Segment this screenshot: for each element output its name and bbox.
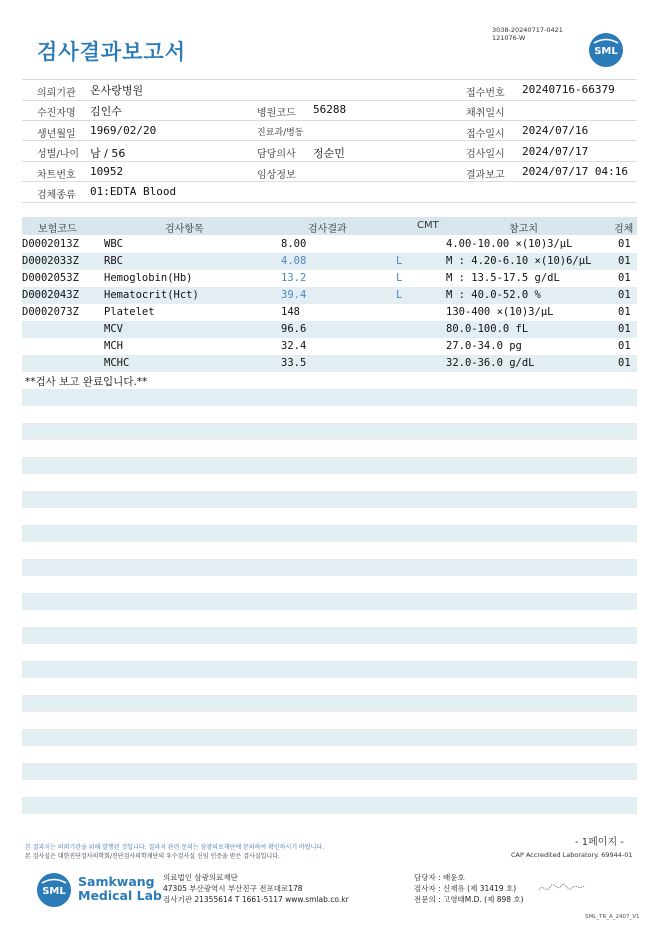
- header-code: 보험코드: [38, 224, 77, 235]
- brand-name: [78, 875, 162, 903]
- cell-result: 33.5: [281, 357, 307, 369]
- cell-specimen: 01: [618, 255, 631, 267]
- cell-result: 96.6: [281, 323, 307, 335]
- page-number: - 1페이지 -: [575, 837, 624, 848]
- empty-row: [22, 559, 637, 576]
- cell-item: Hematocrit(Hct): [104, 289, 199, 301]
- cell-code: D0002013Z: [22, 238, 79, 250]
- empty-row: [22, 729, 637, 746]
- receipt-no-label: 접수번호: [466, 88, 505, 99]
- sex-age-value: 남 / 56: [90, 147, 126, 160]
- info-divider: [22, 100, 637, 101]
- dob-value: 1969/02/20: [90, 124, 157, 137]
- institution-value: 온사랑병원: [90, 84, 144, 97]
- empty-row: [22, 491, 637, 508]
- tested-value: 2024/07/17: [522, 145, 589, 158]
- collected-label: 채취일시: [466, 108, 505, 119]
- dob-label: 생년월일: [37, 129, 76, 140]
- cell-specimen: 01: [618, 238, 631, 250]
- cell-code: D0002053Z: [22, 272, 79, 284]
- reported-value: 2024/07/17 04:16: [522, 165, 628, 178]
- empty-row: [22, 389, 637, 406]
- cell-item: MCHC: [104, 357, 130, 369]
- cell-result: 148: [281, 306, 300, 318]
- empty-row: [22, 423, 637, 440]
- cell-flag: L: [396, 272, 403, 284]
- org-name: 의료법인 삼광의료재단: [163, 873, 238, 882]
- cell-item: Hemoglobin(Hb): [104, 272, 193, 284]
- header-ref: 참고치: [509, 224, 538, 235]
- clinical-label: 임상정보: [257, 170, 296, 181]
- cell-reference: 32.0-36.0 g/dL: [446, 357, 535, 369]
- document-code-line: 121076-W: [492, 34, 526, 42]
- org-address: 47305 부산광역시 부산진구 전포대로178: [163, 884, 303, 893]
- notice-text: 본 결과지는 의뢰기관을 위해 발행된 것입니다. 결과지 관련 문의는 삼광의료재단에 문의하여 확인하시기 바랍니다.: [25, 844, 325, 851]
- info-divider: [22, 140, 637, 141]
- cell-reference: 27.0-34.0 pg: [446, 340, 522, 352]
- cell-reference: M : 13.5-17.5 g/dL: [446, 272, 560, 284]
- doctor-value: 정순민: [313, 147, 345, 160]
- document-code: [492, 26, 563, 42]
- cell-code: D0002043Z: [22, 289, 79, 301]
- cell-reference: 4.00-10.00 ×(10)3/μL: [446, 238, 573, 250]
- brand-line: Medical Lab: [78, 888, 162, 903]
- cell-result: 39.4: [281, 289, 307, 301]
- cell-specimen: 01: [618, 289, 631, 301]
- form-code: SML_TR_A_2407_V1: [585, 914, 640, 920]
- brand-line: Samkwang: [78, 874, 155, 889]
- cell-specimen: 01: [618, 323, 631, 335]
- staff-manager: 담당자 : 배윤호: [414, 873, 465, 882]
- sml-logo-icon: [36, 872, 72, 908]
- empty-row: [22, 797, 637, 814]
- cell-reference: 80.0-100.0 fL: [446, 323, 529, 335]
- cell-result: 32.4: [281, 340, 307, 352]
- patient-value: 김인수: [90, 105, 122, 118]
- org-contact: 검사기관 21355614 T 1661-5117 www.smlab.co.kr: [163, 895, 349, 904]
- cell-reference: M : 4.20-6.10 ×(10)6/μL: [446, 255, 592, 267]
- cell-result: 4.08: [281, 255, 307, 267]
- header-result: 검사결과: [308, 224, 347, 235]
- cell-item: WBC: [104, 238, 123, 250]
- signature-icon: [537, 880, 587, 896]
- logo-text: SML: [594, 46, 618, 57]
- empty-row: [22, 695, 637, 712]
- tested-label: 검사일시: [466, 149, 505, 160]
- info-divider: [22, 79, 637, 80]
- patient-label: 수진자명: [37, 108, 76, 119]
- institution-label: 의뢰기관: [37, 88, 76, 99]
- hospital-code-value: 56288: [313, 103, 347, 116]
- empty-row: [22, 627, 637, 644]
- received-value: 2024/07/16: [522, 124, 589, 137]
- sml-logo-icon: [588, 32, 624, 68]
- info-divider: [22, 202, 637, 203]
- reported-label: 결과보고: [466, 170, 505, 181]
- cell-flag: L: [396, 289, 403, 301]
- cell-reference: M : 40.0-52.0 %: [446, 289, 541, 301]
- empty-row: [22, 661, 637, 678]
- header-cmt: CMT: [417, 220, 439, 231]
- page-title: 검사결과보고서: [37, 40, 187, 64]
- info-divider: [22, 120, 637, 121]
- chart-label: 차트번호: [37, 170, 76, 181]
- accreditation-text: 본 검사실은 대한진단검사의학회/진단검사의학재단의 우수검사실 신임 인증을 받은 검사실입니다.: [25, 853, 280, 860]
- cell-result: 8.00: [281, 238, 307, 250]
- empty-row: [22, 457, 637, 474]
- cell-item: Platelet: [104, 306, 155, 318]
- staff-specialist: 전문의 : 고영태M.D. (제 898 호): [414, 895, 524, 904]
- staff-tester: 검사자 : 신재유 (제 31419 호): [414, 884, 517, 893]
- logo-text: SML: [42, 886, 66, 897]
- cell-code: D0002033Z: [22, 255, 79, 267]
- cell-specimen: 01: [618, 272, 631, 284]
- cell-flag: L: [396, 255, 403, 267]
- header-item: 검사항목: [165, 224, 204, 235]
- empty-row: [22, 763, 637, 780]
- cell-specimen: 01: [618, 340, 631, 352]
- cell-item: MCV: [104, 323, 123, 335]
- info-divider: [22, 161, 637, 162]
- doctor-label: 담당의사: [257, 149, 296, 160]
- cell-code: D0002073Z: [22, 306, 79, 318]
- cell-result: 13.2: [281, 272, 307, 284]
- empty-row: [22, 525, 637, 542]
- info-divider: [22, 181, 637, 182]
- chart-value: 10952: [90, 165, 124, 178]
- hospital-code-label: 병원코드: [257, 108, 296, 119]
- received-label: 접수일시: [466, 129, 505, 140]
- specimen-value: 01:EDTA Blood: [90, 185, 177, 198]
- cell-specimen: 01: [618, 306, 631, 318]
- document-code-line: 3038-20240717-0421: [492, 26, 563, 34]
- cell-item: RBC: [104, 255, 123, 267]
- dept-label: 진료과/병동: [257, 128, 304, 138]
- cap-accreditation: CAP Accredited Laboratory. 69944-01: [511, 851, 633, 859]
- sex-age-label: 성별/나이: [37, 149, 80, 160]
- cell-specimen: 01: [618, 357, 631, 369]
- empty-row: [22, 593, 637, 610]
- results-table-header: [22, 217, 637, 235]
- cell-item: MCH: [104, 340, 123, 352]
- cell-reference: 130-400 ×(10)3/μL: [446, 306, 554, 318]
- report-complete-message: **검사 보고 완료입니다.**: [25, 376, 148, 388]
- header-specimen: 검체: [614, 224, 634, 235]
- specimen-label: 검체종류: [37, 190, 76, 201]
- receipt-no-value: 20240716-66379: [522, 83, 615, 96]
